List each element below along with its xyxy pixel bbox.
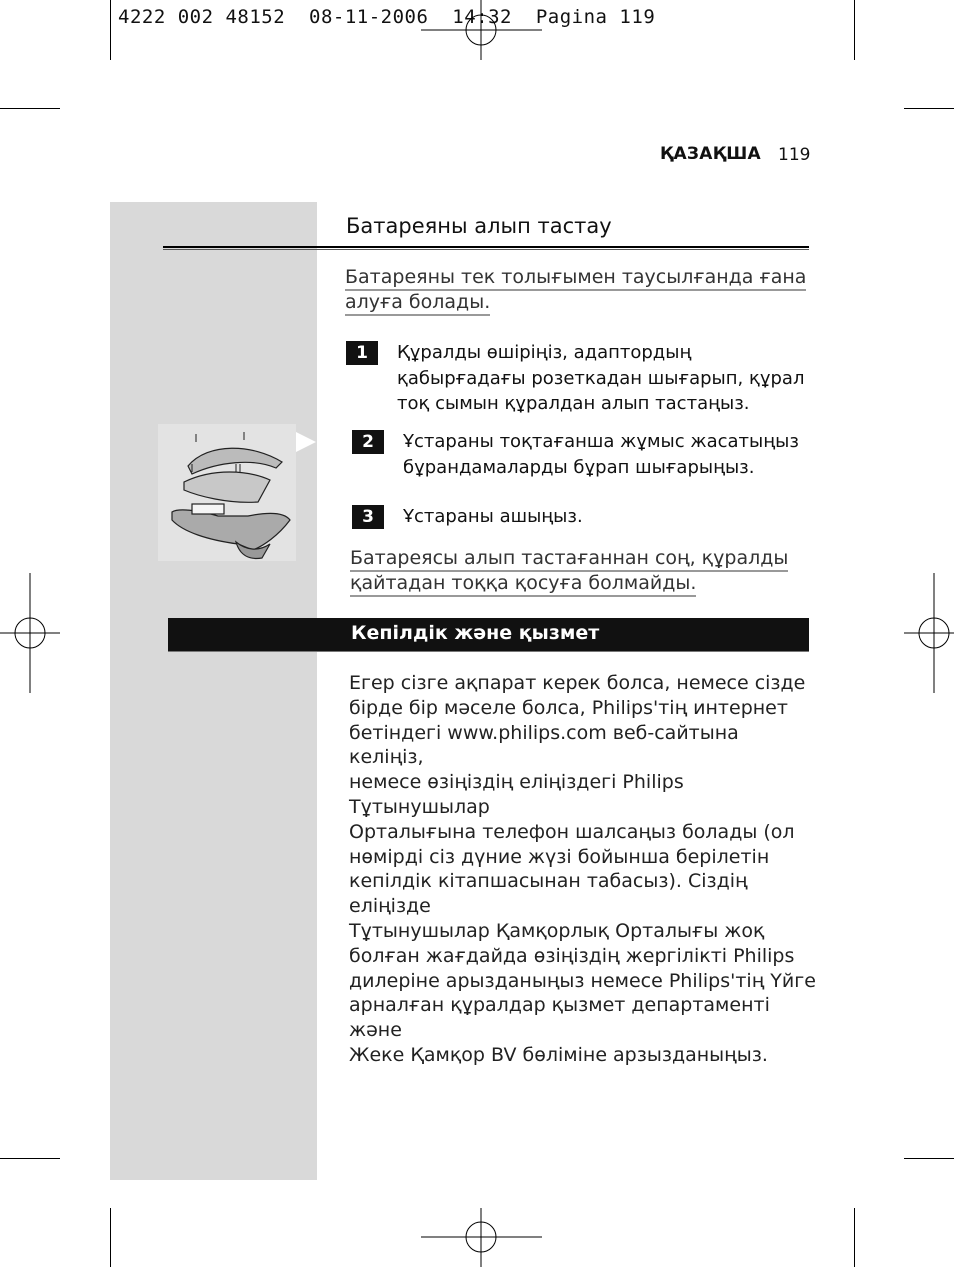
body-line: болған жағдайда өзіңіздің жергілікті Philips <box>349 944 795 967</box>
step-line: бұрандамаларды бұрап шығарыңыз. <box>403 456 755 478</box>
section-title: Батареяны алып тастау <box>346 214 612 238</box>
body-line: нөмірді сіз дүние жүзі бойынша берілетін <box>349 845 770 868</box>
section-banner <box>168 618 809 651</box>
step-line: тоқ сымын құралдан алып тастаңыз. <box>397 393 750 414</box>
body-line: Егер сізге ақпарат керек болса, немесе сізде <box>349 672 806 694</box>
note-line: алуға болады. <box>345 291 490 316</box>
body-line: немесе өзіңіздің еліңіздегі Philips Тұтынушылар <box>349 771 684 818</box>
step-text <box>403 429 799 480</box>
step-line: Ұстараны тоқтағанша жұмыс жасатыңыз <box>403 431 799 452</box>
note-line: Батареясы алып тастағаннан соң, құралды <box>350 547 788 572</box>
step-text <box>403 504 583 530</box>
banner-underline <box>168 651 809 652</box>
shaver-illustration <box>158 424 296 561</box>
body-line: дилеріне арызданыңыз немесе Philips'тің Үйге <box>349 969 816 992</box>
note-line: қайтадан тоққа қосуға болмайды. <box>350 572 696 597</box>
body-line: бірде бір мәселе болса, Philips'тің интернет <box>349 696 788 719</box>
step-line: Құралды өшіріңіз, адаптордың <box>397 342 692 363</box>
print-header: 4222 002 48152 08-11-2006 14:32 Pagina 119 <box>118 6 656 28</box>
margin-column <box>110 202 317 1180</box>
battery-note <box>345 265 806 315</box>
illustration-pointer <box>296 432 318 452</box>
step-line: қабырғадағы розеткадан шығарып, құрал <box>397 367 805 389</box>
step-number-badge: 1 <box>346 341 378 365</box>
step-text <box>397 340 804 417</box>
body-line: арналған құралдар қызмет департаменті және <box>349 994 770 1042</box>
body-line: бетіндегі www.philips.com веб-сайтына келіңіз, <box>349 721 739 769</box>
body-line: кепілдік кітапшасынан табасыз). Сіздің еліңізде <box>349 870 748 918</box>
body-line: Жеке Қамқор BV бөліміне арзызданыңыз. <box>349 1043 768 1066</box>
guarantee-body <box>349 671 819 1068</box>
running-head-language: ҚАЗАҚША <box>660 144 761 164</box>
step-line: Ұстараны ашыңыз. <box>403 506 583 527</box>
page-number: 119 <box>778 145 811 165</box>
section-title-rule-thin <box>163 249 809 250</box>
section-banner-title: Кепілдік және қызмет <box>351 622 600 644</box>
body-line: Орталығына телефон шалсаңыз болады (ол <box>349 820 795 843</box>
body-line: Тұтынушылар Қамқорлық Орталығы жоқ <box>349 919 765 942</box>
section-title-rule <box>163 246 809 248</box>
after-removal-note <box>350 546 788 596</box>
step-number-badge: 2 <box>352 430 384 454</box>
step-number-badge: 3 <box>352 505 384 529</box>
note-line: Батареяны тек толығымен таусылғанда ғана <box>345 266 806 291</box>
